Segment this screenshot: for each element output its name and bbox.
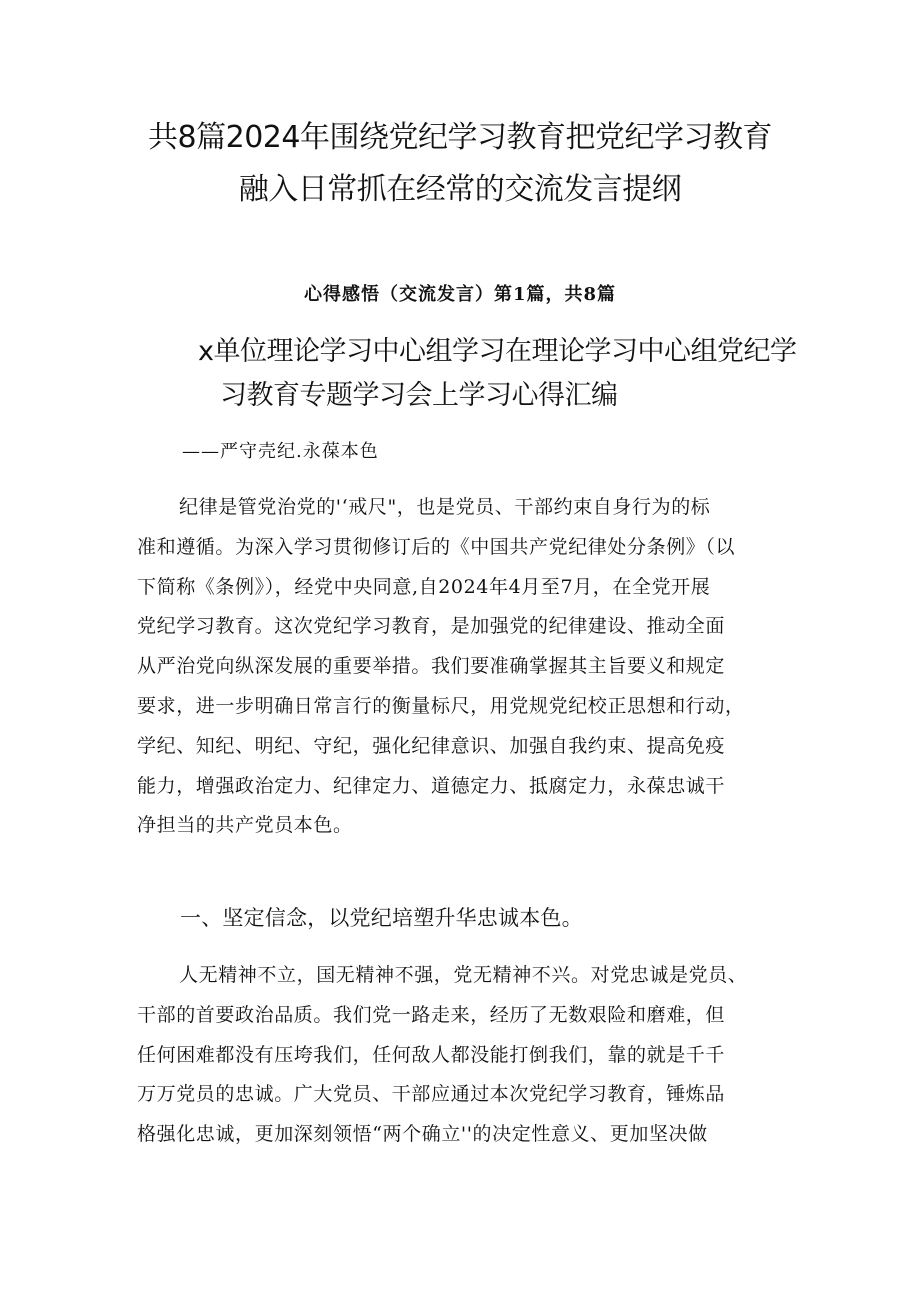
document-title-line-2: 融入日常抓在经常的交流发言提纲 <box>238 172 682 207</box>
paragraph-intro <box>137 488 797 846</box>
paragraph-line: 党纪学习教育。这次党纪学习教育，是加强党的纪律建设、推动全面 <box>137 615 726 638</box>
paragraph-line: 学纪、知纪、明纪、守纪，强化纪律意识、加强自我约束、提高免疫 <box>137 734 726 757</box>
paragraph-line: 下简称《条例》），经党中央同意,自2024年4月至7月，在全党开展 <box>137 575 711 598</box>
paragraph-line: 纪律是管党治党的'‘戒尺"，也是党员、干部约束自身行为的标 <box>179 496 711 518</box>
article-title-line-2: 习教育专题学习会上学习心得汇编 <box>220 380 618 411</box>
paragraph-section-1 <box>137 956 797 1155</box>
paragraph-line: 干部的首要政治品质。我们党一路走来，经历了无数艰险和磨难，但 <box>137 1003 726 1026</box>
document-title <box>100 112 820 216</box>
section-heading-1: 一、坚定信念，以党纪培塑升华忠诚本色。 <box>180 906 583 930</box>
article-title-line-1: x单位理论学习中心组学习在理论学习中心组党纪学 <box>198 336 797 367</box>
paragraph-line: 任何困难都没有压垮我们，任何敌人都没能打倒我们，靠的就是千千 <box>137 1043 726 1066</box>
paragraph-line: 要求，进一步明确日常言行的衡量标尺，用党规党纪校正思想和行动， <box>137 694 745 717</box>
document-title-line-1: 共8篇2024年围绕党纪学习教育把党纪学习教育 <box>148 120 772 155</box>
paragraph-line: 万万党员的忠诚。广大党员、干部应通过本次党纪学习教育，锤炼品 <box>137 1083 726 1106</box>
paragraph-line: 准和遵循。为深入学习贯彻修订后的《中国共产党纪律处分条例》（以 <box>137 535 736 558</box>
article-motto: ——严守壳纪.永葆本色 <box>182 441 379 462</box>
paragraph-line: 格强化忠诚，更加深刻领悟“两个确立''的决定性意义、更加坚决做 <box>137 1123 708 1146</box>
paragraph-line: 能力，增强政治定力、纪律定力、道德定力、抵腐定力，永葆忠诚干 <box>137 774 726 797</box>
paragraph-line: 人无精神不立，国无精神不强，党无精神不兴。对党忠诚是党员、 <box>179 964 748 986</box>
paragraph-line: 从严治党向纵深发展的重要举措。我们要准确掌握其主旨要义和规定 <box>137 655 726 678</box>
article-title <box>198 330 838 418</box>
article-subheading: 心得感悟（交流发言）第1篇，共8篇 <box>303 284 617 305</box>
paragraph-line: 净担当的共产党员本色。 <box>137 814 353 837</box>
